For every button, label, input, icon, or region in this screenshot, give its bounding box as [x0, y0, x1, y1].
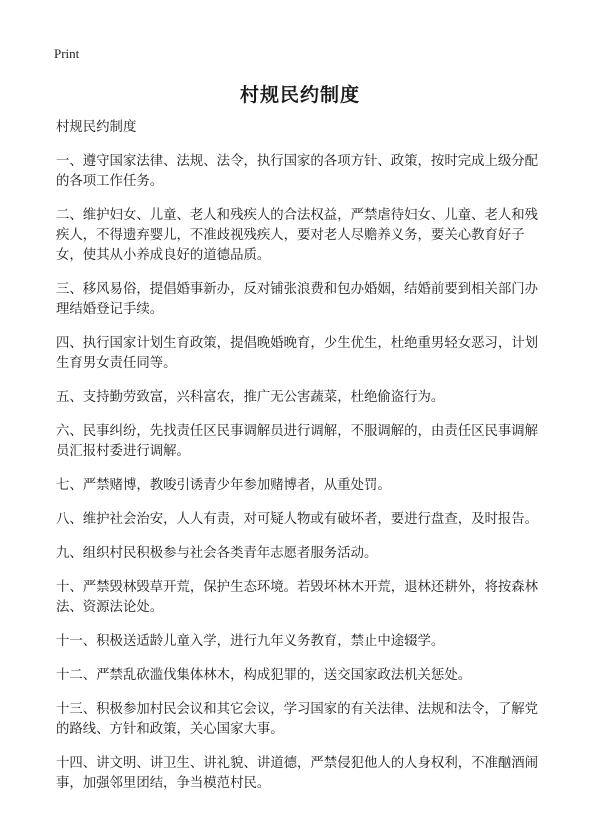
rule-paragraph-9: 九、组织村民积极参与社会各类青年志愿者服务活动。 — [56, 546, 378, 561]
rule-paragraph-10: 十、严禁毁林毁草开荒，保护生态环境。若毁坏林木开荒，退林还耕外，将按森林法、资源法论处。 — [56, 580, 539, 615]
document-body — [56, 118, 550, 808]
rule-paragraph-8: 八、维护社会治安，人人有责，对可疑人物或有破坏者，要进行盘查，及时报告。 — [56, 512, 539, 527]
print-link[interactable]: Print — [54, 46, 80, 61]
rule-paragraph-14: 十四、讲文明、讲卫生、讲礼貌、讲道德，严禁侵犯他人的人身权利，不准酗酒闹事，加强邻里团结，争当模范村民。 — [56, 756, 539, 791]
rule-paragraph-5: 五、支持勤劳致富，兴科富农，推广无公害蔬菜，杜绝偷盗行为。 — [56, 390, 445, 405]
rule-paragraph-7: 七、严禁赌博，教唆引诱青少年参加赌博者，从重处罚。 — [56, 478, 391, 493]
rule-paragraph-13: 十三、积极参加村民会议和其它会议，学习国家的有关法律、法规和法令，了解党的路线、方针和政策，关心国家大事。 — [56, 702, 539, 737]
rule-paragraph-3: 三、移风易俗，提倡婚事新办，反对铺张浪费和包办婚姻，结婚前要到相关部门办理结婚登记手续。 — [56, 282, 539, 317]
document-subtitle: 村规民约制度 — [56, 120, 137, 135]
rule-paragraph-1: 一、遵守国家法律、法规、法令，执行国家的各项方针、政策，按时完成上级分配的各项工作任务。 — [56, 154, 539, 189]
document-title: 村规民约制度 — [239, 84, 360, 106]
rule-paragraph-2: 二、维护妇女、儿童、老人和残疾人的合法权益，严禁虐待妇女、儿童、老人和残疾人，不得遗弃婴儿，不准歧视残疾人，要对老人尽赡养义务，要关心教育好子女，使其从小养成良好的道德品质。 — [56, 208, 539, 263]
rule-paragraph-12: 十二、严禁乱砍滥伐集体林木，构成犯罪的，送交国家政法机关惩处。 — [56, 668, 472, 683]
rule-paragraph-11: 十一、积极送适龄儿童入学，进行九年义务教育，禁止中途辍学。 — [56, 634, 445, 649]
rule-paragraph-6: 六、民事纠纷，先找责任区民事调解员进行调解，不服调解的，由责任区民事调解员汇报村委进行调解。 — [56, 424, 539, 459]
rule-paragraph-4: 四、执行国家计划生育政策，提倡晚婚晚育，少生优生，杜绝重男轻女恶习，计划生育男女责任同等。 — [56, 336, 539, 371]
